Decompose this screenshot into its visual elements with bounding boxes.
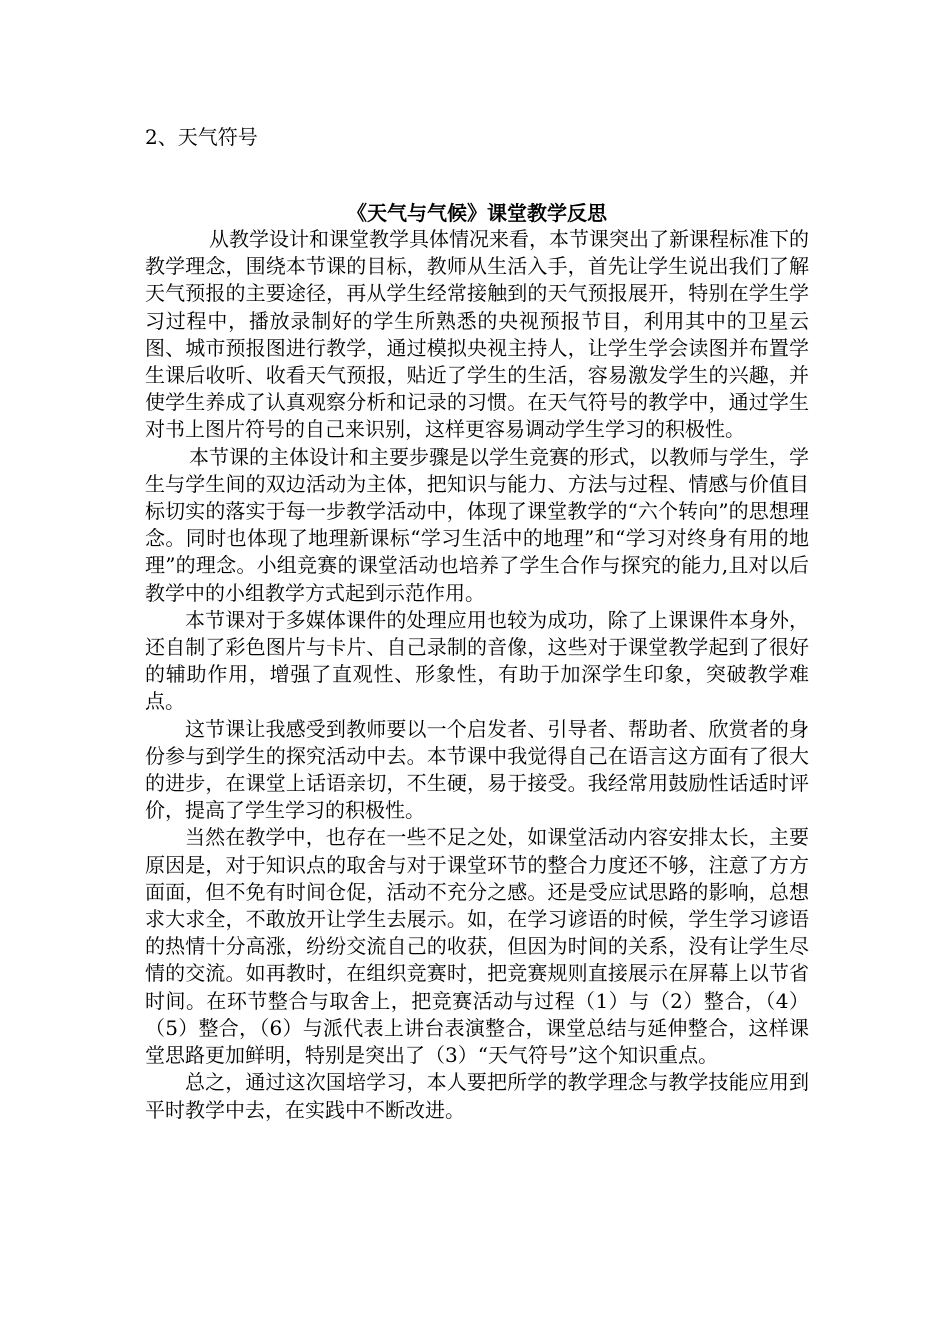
paragraph: 本节课的主体设计和主要步骤是以学生竞赛的形式，以教师与学生，学生与学生间的双边活动为主体，把知识与能力、方法与过程、情感与价值目标切实的落实于每一步教学活动中，体现了课堂教学的“六个转向”的思想理念。同时也体现了地理新课标“学习生活中的地理”和“学习对终身有用的地理”的理念。小组竞赛的课堂活动也培养了学生合作与探究的能力,且对以后教学中的小组教学方式起到示范作用。 [145,444,809,605]
paragraph: 本节课对于多媒体课件的处理应用也较为成功，除了上课课件本身外，还自制了彩色图片与卡片、自己录制的音像，这些对于课堂教学起到了很好的辅助作用，增强了直观性、形象性，有助于加深学生印象，突破教学难点。 [145,607,809,714]
paragraph: 总之，通过这次国培学习，本人要把所学的教学理念与教学技能应用到平时教学中去，在实践中不断改进。 [145,1070,809,1122]
document-body [145,226,809,1124]
paragraph: 这节课让我感受到教师要以一个启发者、引导者、帮助者、欣赏者的身份参与到学生的探究活动中去。本节课中我觉得自己在语言这方面有了很大的进步，在课堂上话语亲切，不生硬，易于接受。我经常用鼓励性话适时评价，提高了学生学习的积极性。 [145,716,809,823]
section-heading: 2、天气符号 [145,125,258,149]
paragraph: 当然在教学中，也存在一些不足之处，如课堂活动内容安排太长，主要原因是，对于知识点的取舍与对于课堂环节的整合力度还不够，注意了方方面面，但不免有时间仓促，活动不充分之感。还是受应试思路的影响，总想求大求全，不敢放开让学生去展示。如，在学习谚语的时候，学生学习谚语的热情十分高涨，纷纷交流自己的收获，但因为时间的关系，没有让学生尽情的交流。如再教时，在组织竞赛时，把竞赛规则直接展示在屏幕上以节省时间。在环节整合与取舍上，把竞赛活动与过程（1）与（2）整合，（4）（5）整合，（6）与派代表上讲台表演整合，课堂总结与延伸整合，这样课堂思路更加鲜明，特别是突出了（3）“天气符号”这个知识重点。 [145,825,809,1068]
paragraph: 从教学设计和课堂教学具体情况来看，本节课突出了新课程标准下的教学理念，围绕本节课的目标，教师从生活入手，首先让学生说出我们了解天气预报的主要途径，再从学生经常接触到的天气预报展开，特别在学生学习过程中，播放录制好的学生所熟悉的央视预报节目，利用其中的卫星云图、城市预报图进行教学，通过模拟央视主持人，让学生学会读图并布置学生课后收听、收看天气预报，贴近了学生的生活，容易激发学生的兴趣，并使学生养成了认真观察分析和记录的习惯。在天气符号的教学中，通过学生对书上图片符号的自己来识别，这样更容易调动学生学习的积极性。 [145,227,809,442]
document-title: 《天气与气候》课堂教学反思 [347,201,607,225]
